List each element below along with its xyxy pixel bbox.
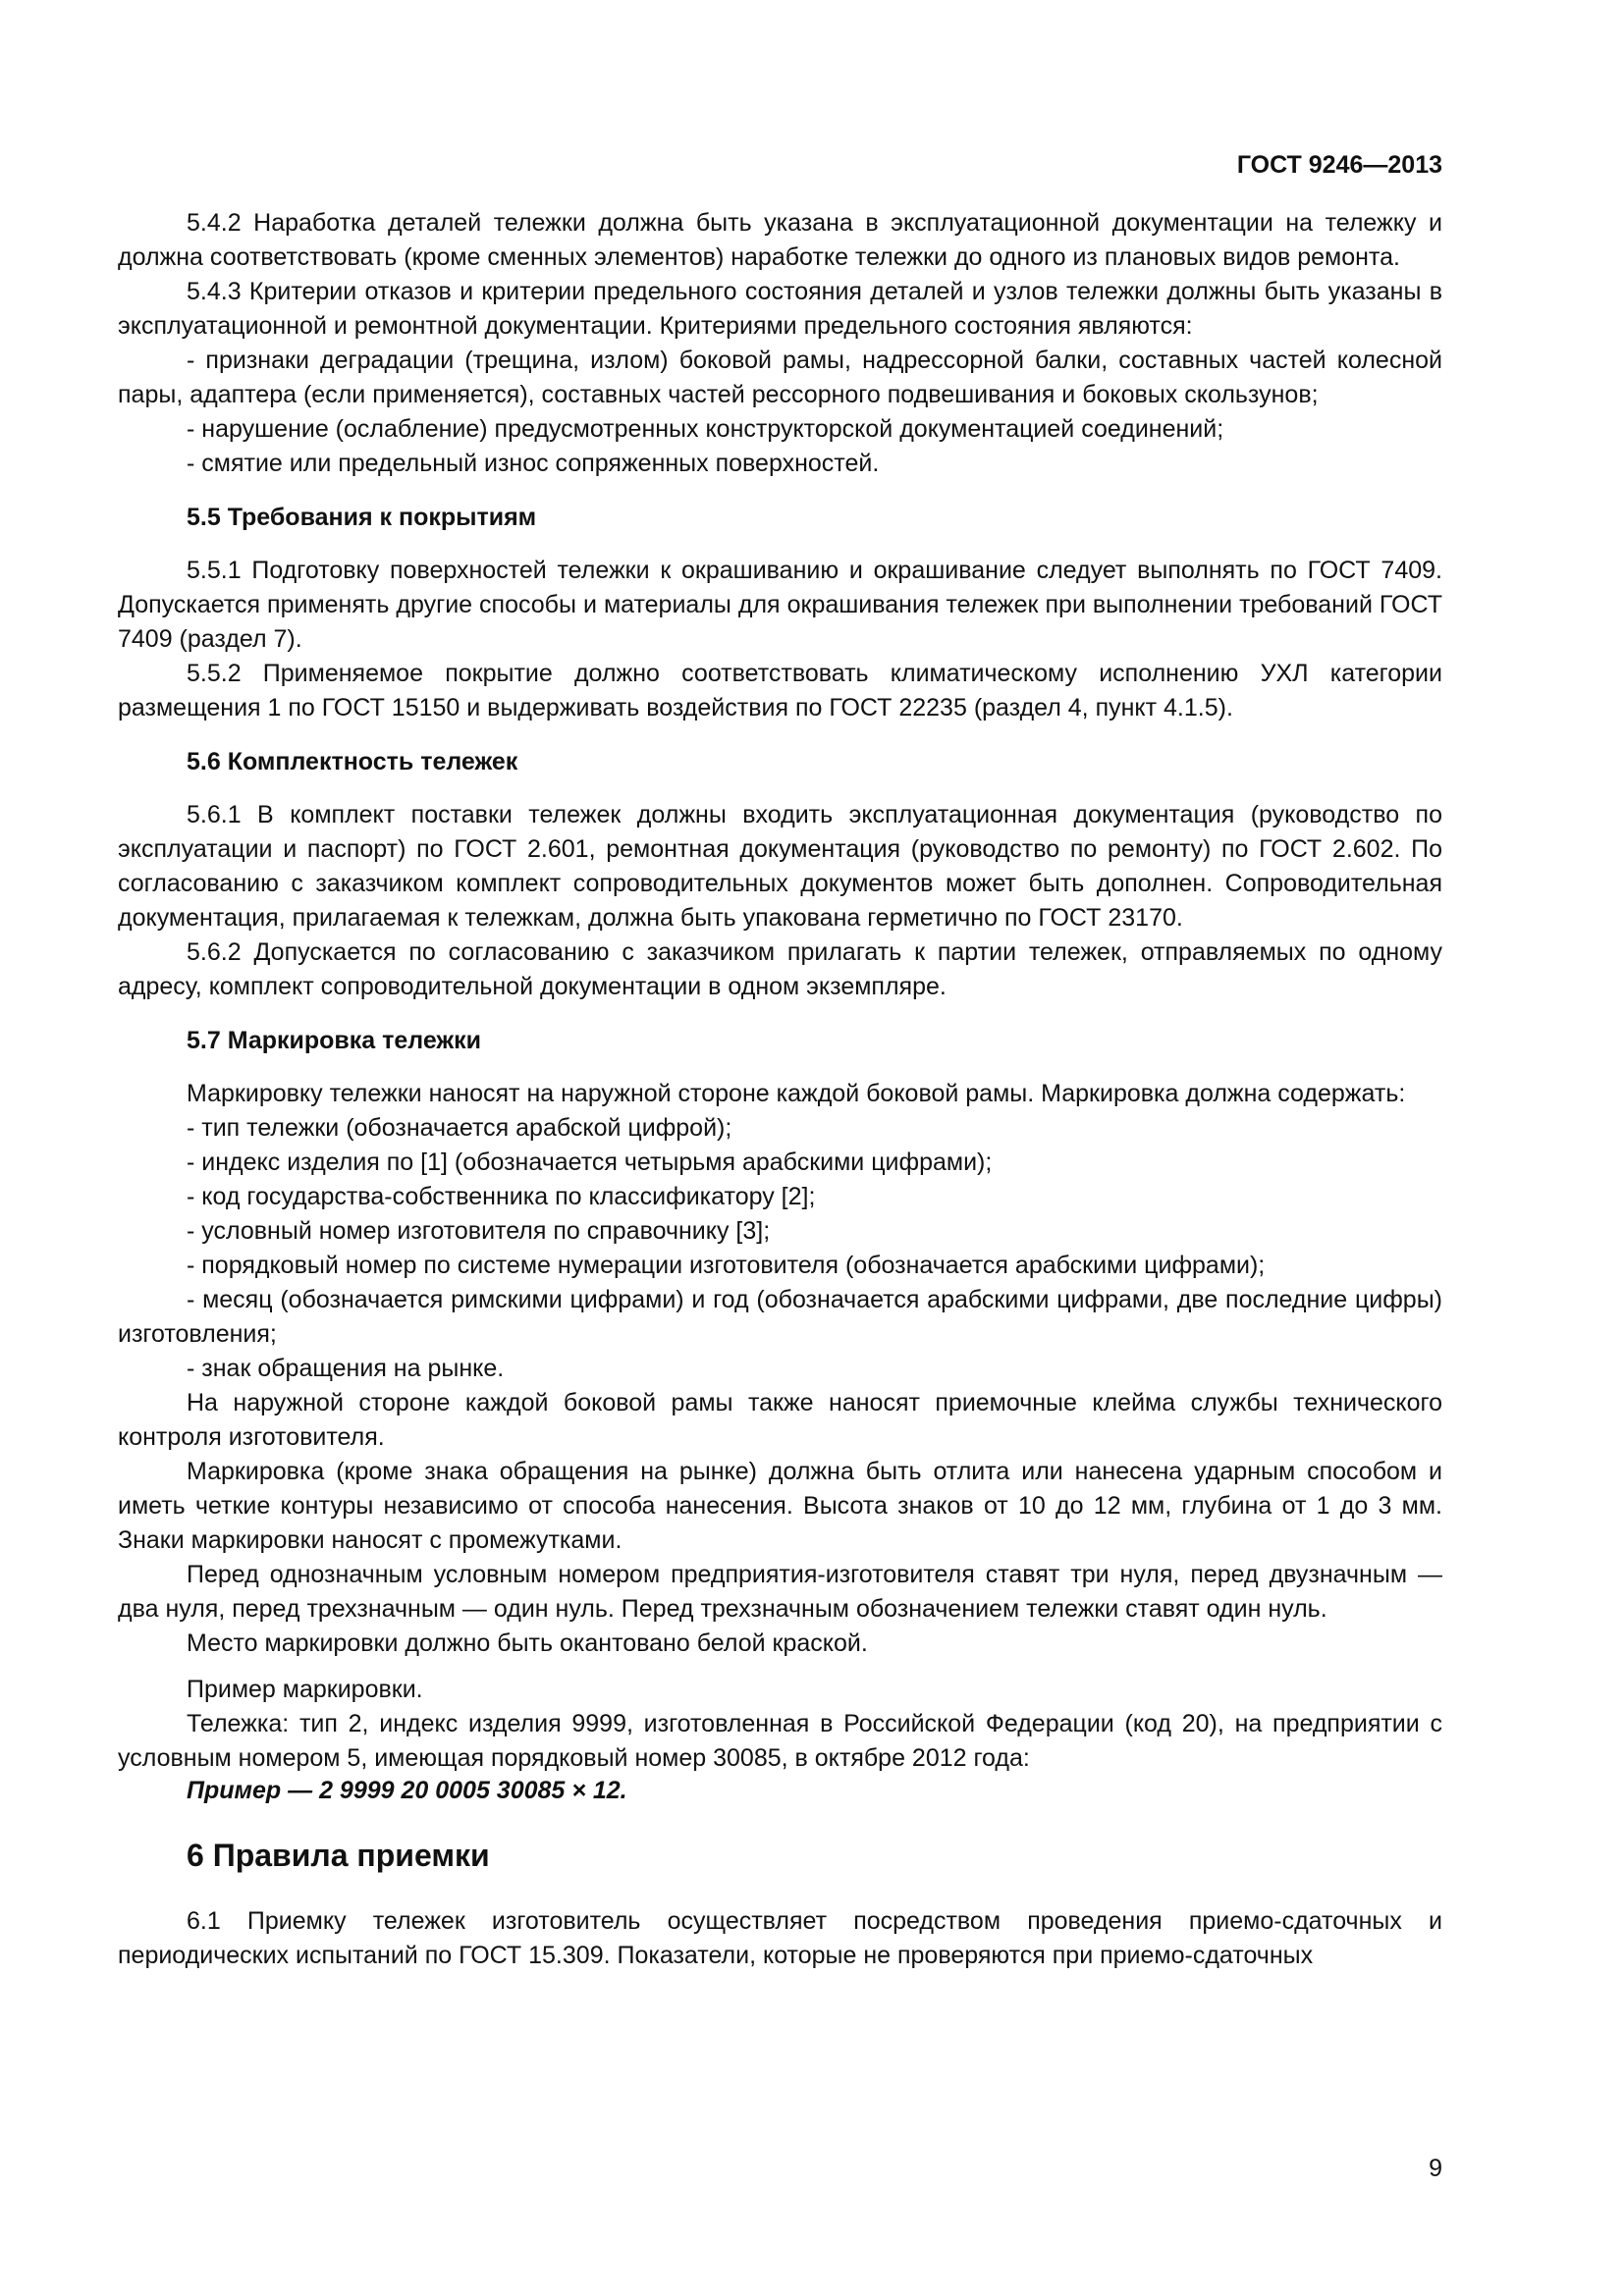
list-item: - индекс изделия по [1] (обозначается четырьмя арабскими цифрами);: [187, 1148, 993, 1176]
paragraph-5-7-b: Маркировка (кроме знака обращения на рынке) должна быть отлита или нанесена ударным способом и иметь четкие контуры независимо от способа нанесения. Высота знаков от 10 до 12 мм, глубина от 1 до 3 мм. Знаки маркировки наносят с промежутками.: [118, 1458, 1442, 1554]
paragraph-5-5-2: 5.5.2 Применяемое покрытие должно соответствовать климатическому исполнению УХЛ категории размещения 1 по ГОСТ 15150 и выдерживать воздействия по ГОСТ 22235 (раздел 4, пункт 4.1.5).: [118, 660, 1442, 721]
list-item: - знак обращения на рынке.: [187, 1355, 505, 1382]
example-code: Пример — 2 9999 20 0005 30085 × 12.: [187, 1777, 627, 1804]
paragraph-5-6-2: 5.6.2 Допускается по согласованию с заказчиком прилагать к партии тележек, отправляемых по одному адресу, комплект сопроводительной документации в одном экземпляре.: [118, 938, 1442, 1000]
section-heading-5-6: 5.6 Комплектность тележек: [187, 748, 518, 775]
list-item: - нарушение (ослабление) предусмотренных конструкторской документацией соединений;: [187, 415, 1224, 443]
list-item: - признаки деградации (трещина, излом) боковой рамы, надрессорной балки, составных частей колесной пары, адаптера (если применяется), составных частей рессорного подвешивания и боковых скользунов;: [118, 347, 1442, 408]
example-text: Тележка: тип 2, индекс изделия 9999, изготовленная в Российской Федерации (код 20), на предприятии с условным номером 5, имеющая порядковый номер 30085, в октябре 2012 года:: [118, 1710, 1442, 1772]
paragraph-5-6-1: 5.6.1 В комплект поставки тележек должны входить эксплуатационная документация (руководство по эксплуатации и паспорт) по ГОСТ 2.601, ремонтная документация (руководство по ремонту) по ГОСТ 2.602. По согласованию с заказчиком комплект сопроводительных документов может быть дополнен. Сопроводительная документация, прилагаемая к тележкам, должна быть упакована герметично по ГОСТ 23170.: [118, 801, 1442, 932]
list-item: - условный номер изготовителя по справочнику [3];: [187, 1217, 771, 1245]
section-heading-5-7: 5.7 Маркировка тележки: [187, 1027, 482, 1054]
paragraph-5-7-a: На наружной стороне каждой боковой рамы также наносят приемочные клейма службы технического контроля изготовителя.: [118, 1389, 1442, 1451]
list-item: - смятие или предельный износ сопряженных поверхностей.: [187, 450, 880, 477]
chapter-heading-6: 6 Правила приемки: [187, 1838, 490, 1873]
paragraph-5-7-d: Место маркировки должно быть окантовано белой краской.: [187, 1629, 868, 1657]
page-number: 9: [1429, 2155, 1442, 2182]
paragraph-6-1: 6.1 Приемку тележек изготовитель осуществляет посредством проведения приемо-сдаточных и периодических испытаний по ГОСТ 15.309. Показатели, которые не проверяются при приемо-сдаточных: [118, 1907, 1442, 1969]
list-item: - тип тележки (обозначается арабской цифрой);: [187, 1114, 732, 1142]
standard-header: ГОСТ 9246—2013: [1236, 151, 1442, 179]
paragraph-5-5-1: 5.5.1 Подготовку поверхностей тележки к окрашиванию и окрашивание следует выполнять по ГОСТ 7409. Допускается применять другие способы и материалы для окрашивания тележек при выполнении требований ГОСТ 7409 (раздел 7).: [118, 557, 1442, 653]
paragraph-5-4-3: 5.4.3 Критерии отказов и критерии предельного состояния деталей и узлов тележки должны быть указаны в эксплуатационной и ремонтной документации. Критериями предельного состояния являются:: [118, 278, 1442, 340]
paragraph-5-7-c: Перед однозначным условным номером предприятия-изготовителя ставят три нуля, перед двузначным — два нуля, перед трехзначным — один нуль. Перед трехзначным обозначением тележки ставят один нуль.: [118, 1561, 1442, 1623]
list-item: - месяц (обозначается римскими цифрами) и год (обозначается арабскими цифрами, две последние цифры) изготовления;: [118, 1286, 1442, 1348]
paragraph-5-7-intro: Маркировку тележки наносят на наружной стороне каждой боковой рамы. Маркировка должна содержать:: [187, 1080, 1406, 1107]
list-item: - порядковый номер по системе нумерации изготовителя (обозначается арабскими цифрами);: [187, 1252, 1266, 1279]
paragraph-5-4-2: 5.4.2 Наработка деталей тележки должна быть указана в эксплуатационной документации на тележку и должна соответствовать (кроме сменных элементов) наработке тележки до одного из плановых видов ремонта.: [118, 209, 1442, 271]
example-title: Пример маркировки.: [187, 1676, 423, 1703]
list-item: - код государства-собственника по классификатору [2];: [187, 1183, 816, 1210]
section-heading-5-5: 5.5 Требования к покрытиям: [187, 504, 537, 531]
